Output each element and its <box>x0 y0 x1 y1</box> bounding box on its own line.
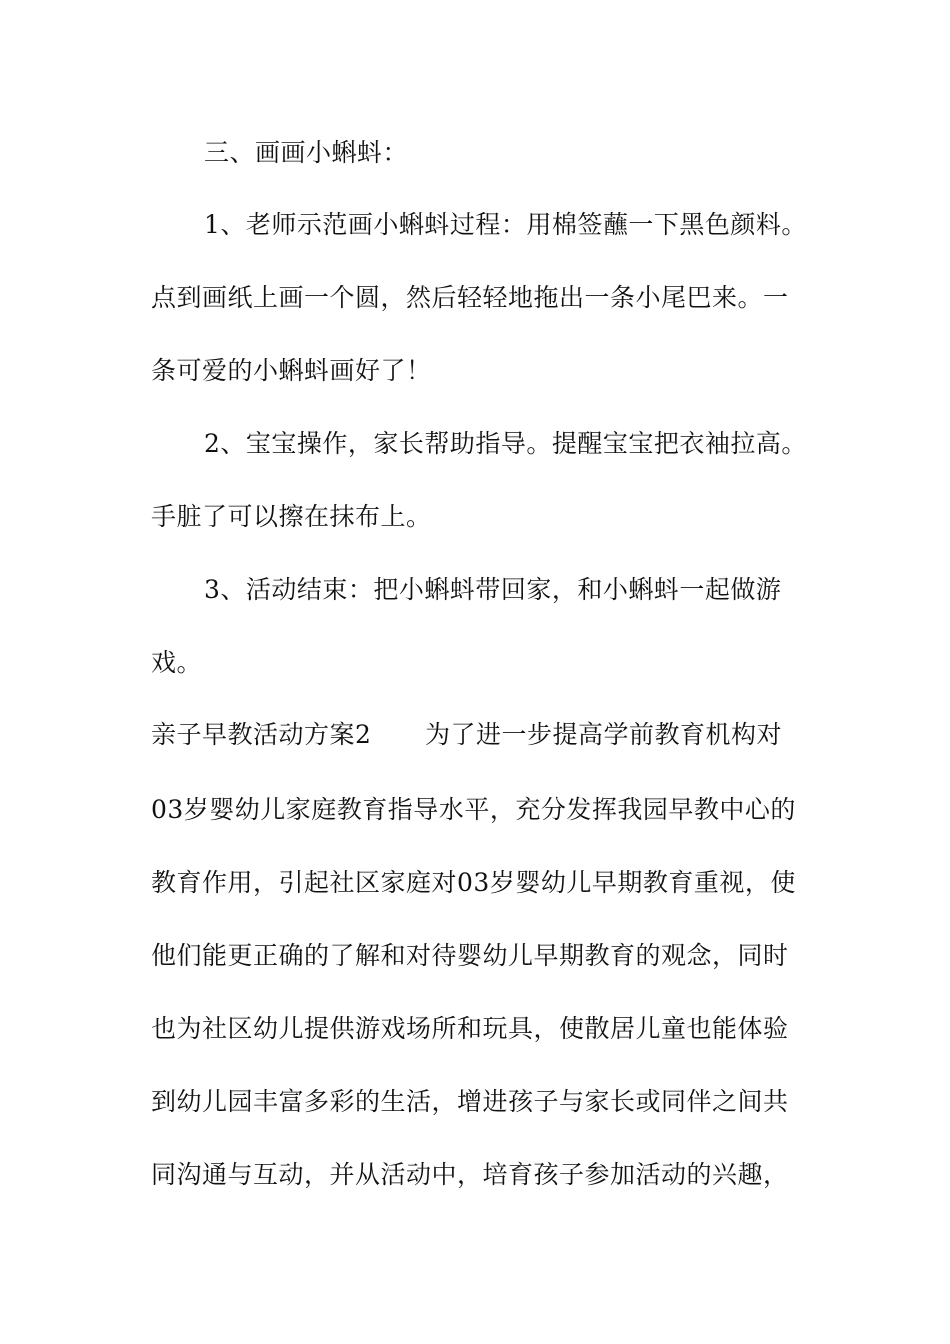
plan2-line: 到幼儿园丰富多彩的生活，增进孩子与家长或同伴之间共 <box>151 1087 789 1116</box>
step3-line1: 3、活动结束：把小蝌蚪带回家，和小蝌蚪一起做游 <box>204 575 782 604</box>
step1-line1: 1、老师示范画小蝌蚪过程：用棉签蘸一下黑色颜料。 <box>204 210 807 239</box>
step1-line3: 条可爱的小蝌蚪画好了！ <box>151 356 432 385</box>
step2-line1: 2、宝宝操作，家长帮助指导。提醒宝宝把衣袖拉高。 <box>204 429 807 458</box>
plan2-line: 教育作用，引起社区家庭对03岁婴幼儿早期教育重视，使 <box>151 868 796 897</box>
step3-line2: 戏。 <box>151 648 203 677</box>
plan2-line: 03岁婴幼儿家庭教育指导水平，充分发挥我园早教中心的 <box>151 795 796 824</box>
step2-line2: 手脏了可以擦在抹布上。 <box>151 502 432 531</box>
plan2-title: 亲子早教活动方案2 <box>151 720 372 749</box>
plan2-line: 也为社区幼儿提供游戏场所和玩具，使散居儿童也能体验 <box>151 1014 789 1043</box>
plan2-line: 同沟通与互动，并从活动中，培育孩子参加活动的兴趣， <box>151 1160 789 1189</box>
step1-line2: 点到画纸上画一个圆，然后轻轻地拖出一条小尾巴来。一 <box>151 283 789 312</box>
plan2-line: 他们能更正确的了解和对待婴幼儿早期教育的观念，同时 <box>151 941 789 970</box>
plan2-line: 为了进一步提高学前教育机构对 <box>425 720 783 749</box>
section-heading: 三、画画小蝌蚪： <box>204 138 409 167</box>
